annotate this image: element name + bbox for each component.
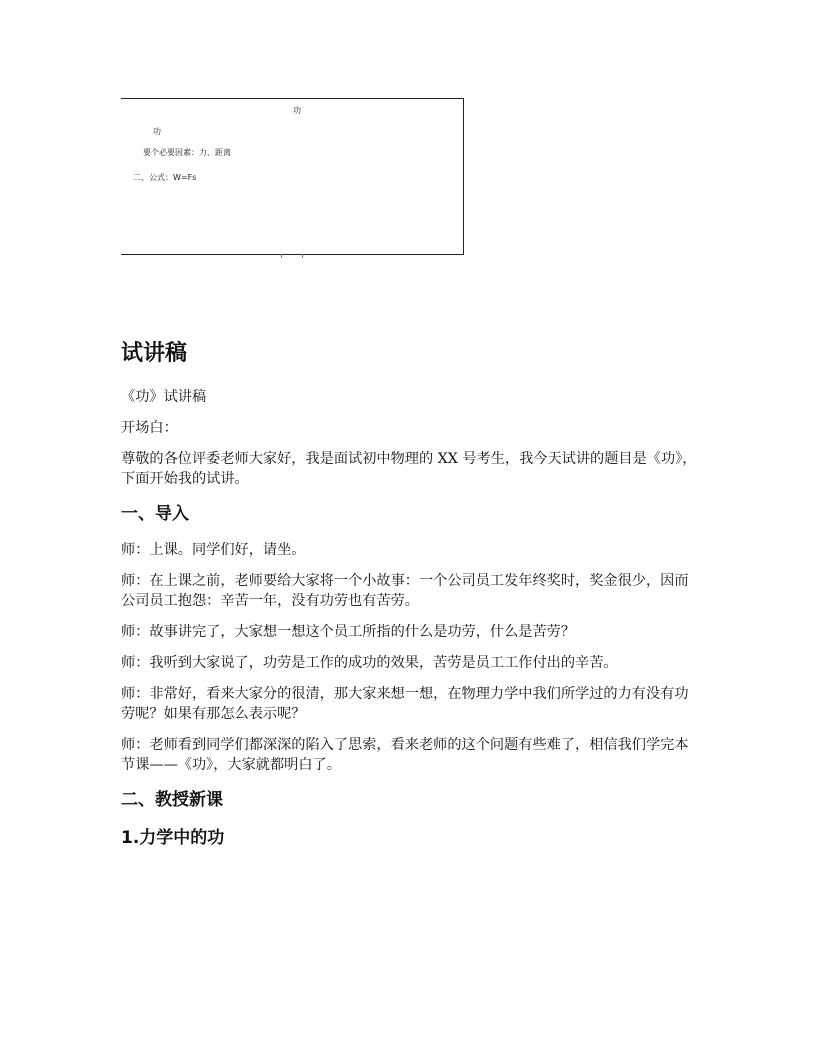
- document-subtitle: 《功》试讲稿: [121, 388, 207, 405]
- blackboard-figure: [121, 98, 464, 255]
- board-line: 要个必要因素：力、距离: [143, 148, 231, 157]
- board-tick-mark: [302, 254, 303, 258]
- section-heading-intro: 一、导入: [121, 503, 189, 524]
- opening-label: 开场白：: [121, 419, 178, 436]
- board-title: 功: [293, 106, 301, 115]
- document-title: 试讲稿: [121, 341, 188, 366]
- paragraph: 师：在上课之前，老师要给大家将一个小故事：一个公司员工发年终奖时，奖金很少，因而公司员工抱怨：辛苦一年，没有功劳也有苦劳。: [121, 573, 689, 610]
- board-line: 二、公式：W=Fs: [133, 173, 197, 182]
- section-heading-new-lesson: 二、教授新课: [121, 790, 223, 811]
- board-tick-mark: [281, 254, 282, 258]
- paragraph: 师：非常好，看来大家分的很清，那大家来想一想，在物理力学中我们所学过的力有没有功劳呢？如果有那怎么表示呢？: [121, 686, 689, 723]
- opening-text: 尊敬的各位评委老师大家好，我是面试初中物理的 XX 号考生，我今天试讲的题目是《功》，下面开始我的试讲。: [121, 450, 697, 487]
- paragraph: 师：上课。同学们好，请坐。: [121, 542, 306, 559]
- paragraph: 师：我听到大家说了，功劳是工作的成功的效果，苦劳是员工工作付出的辛苦。: [121, 655, 618, 672]
- paragraph: 师：故事讲完了，大家想一想这个员工所指的什么是功劳，什么是苦劳？: [121, 624, 576, 641]
- paragraph: 师：老师看到同学们都深深的陷入了思索，看来老师的这个问题有些难了，相信我们学完本节课——《功》，大家就都明白了。: [121, 737, 689, 774]
- subsection-heading: 1.力学中的功: [121, 828, 225, 849]
- board-line: 功: [153, 127, 161, 136]
- document-body: [121, 340, 701, 851]
